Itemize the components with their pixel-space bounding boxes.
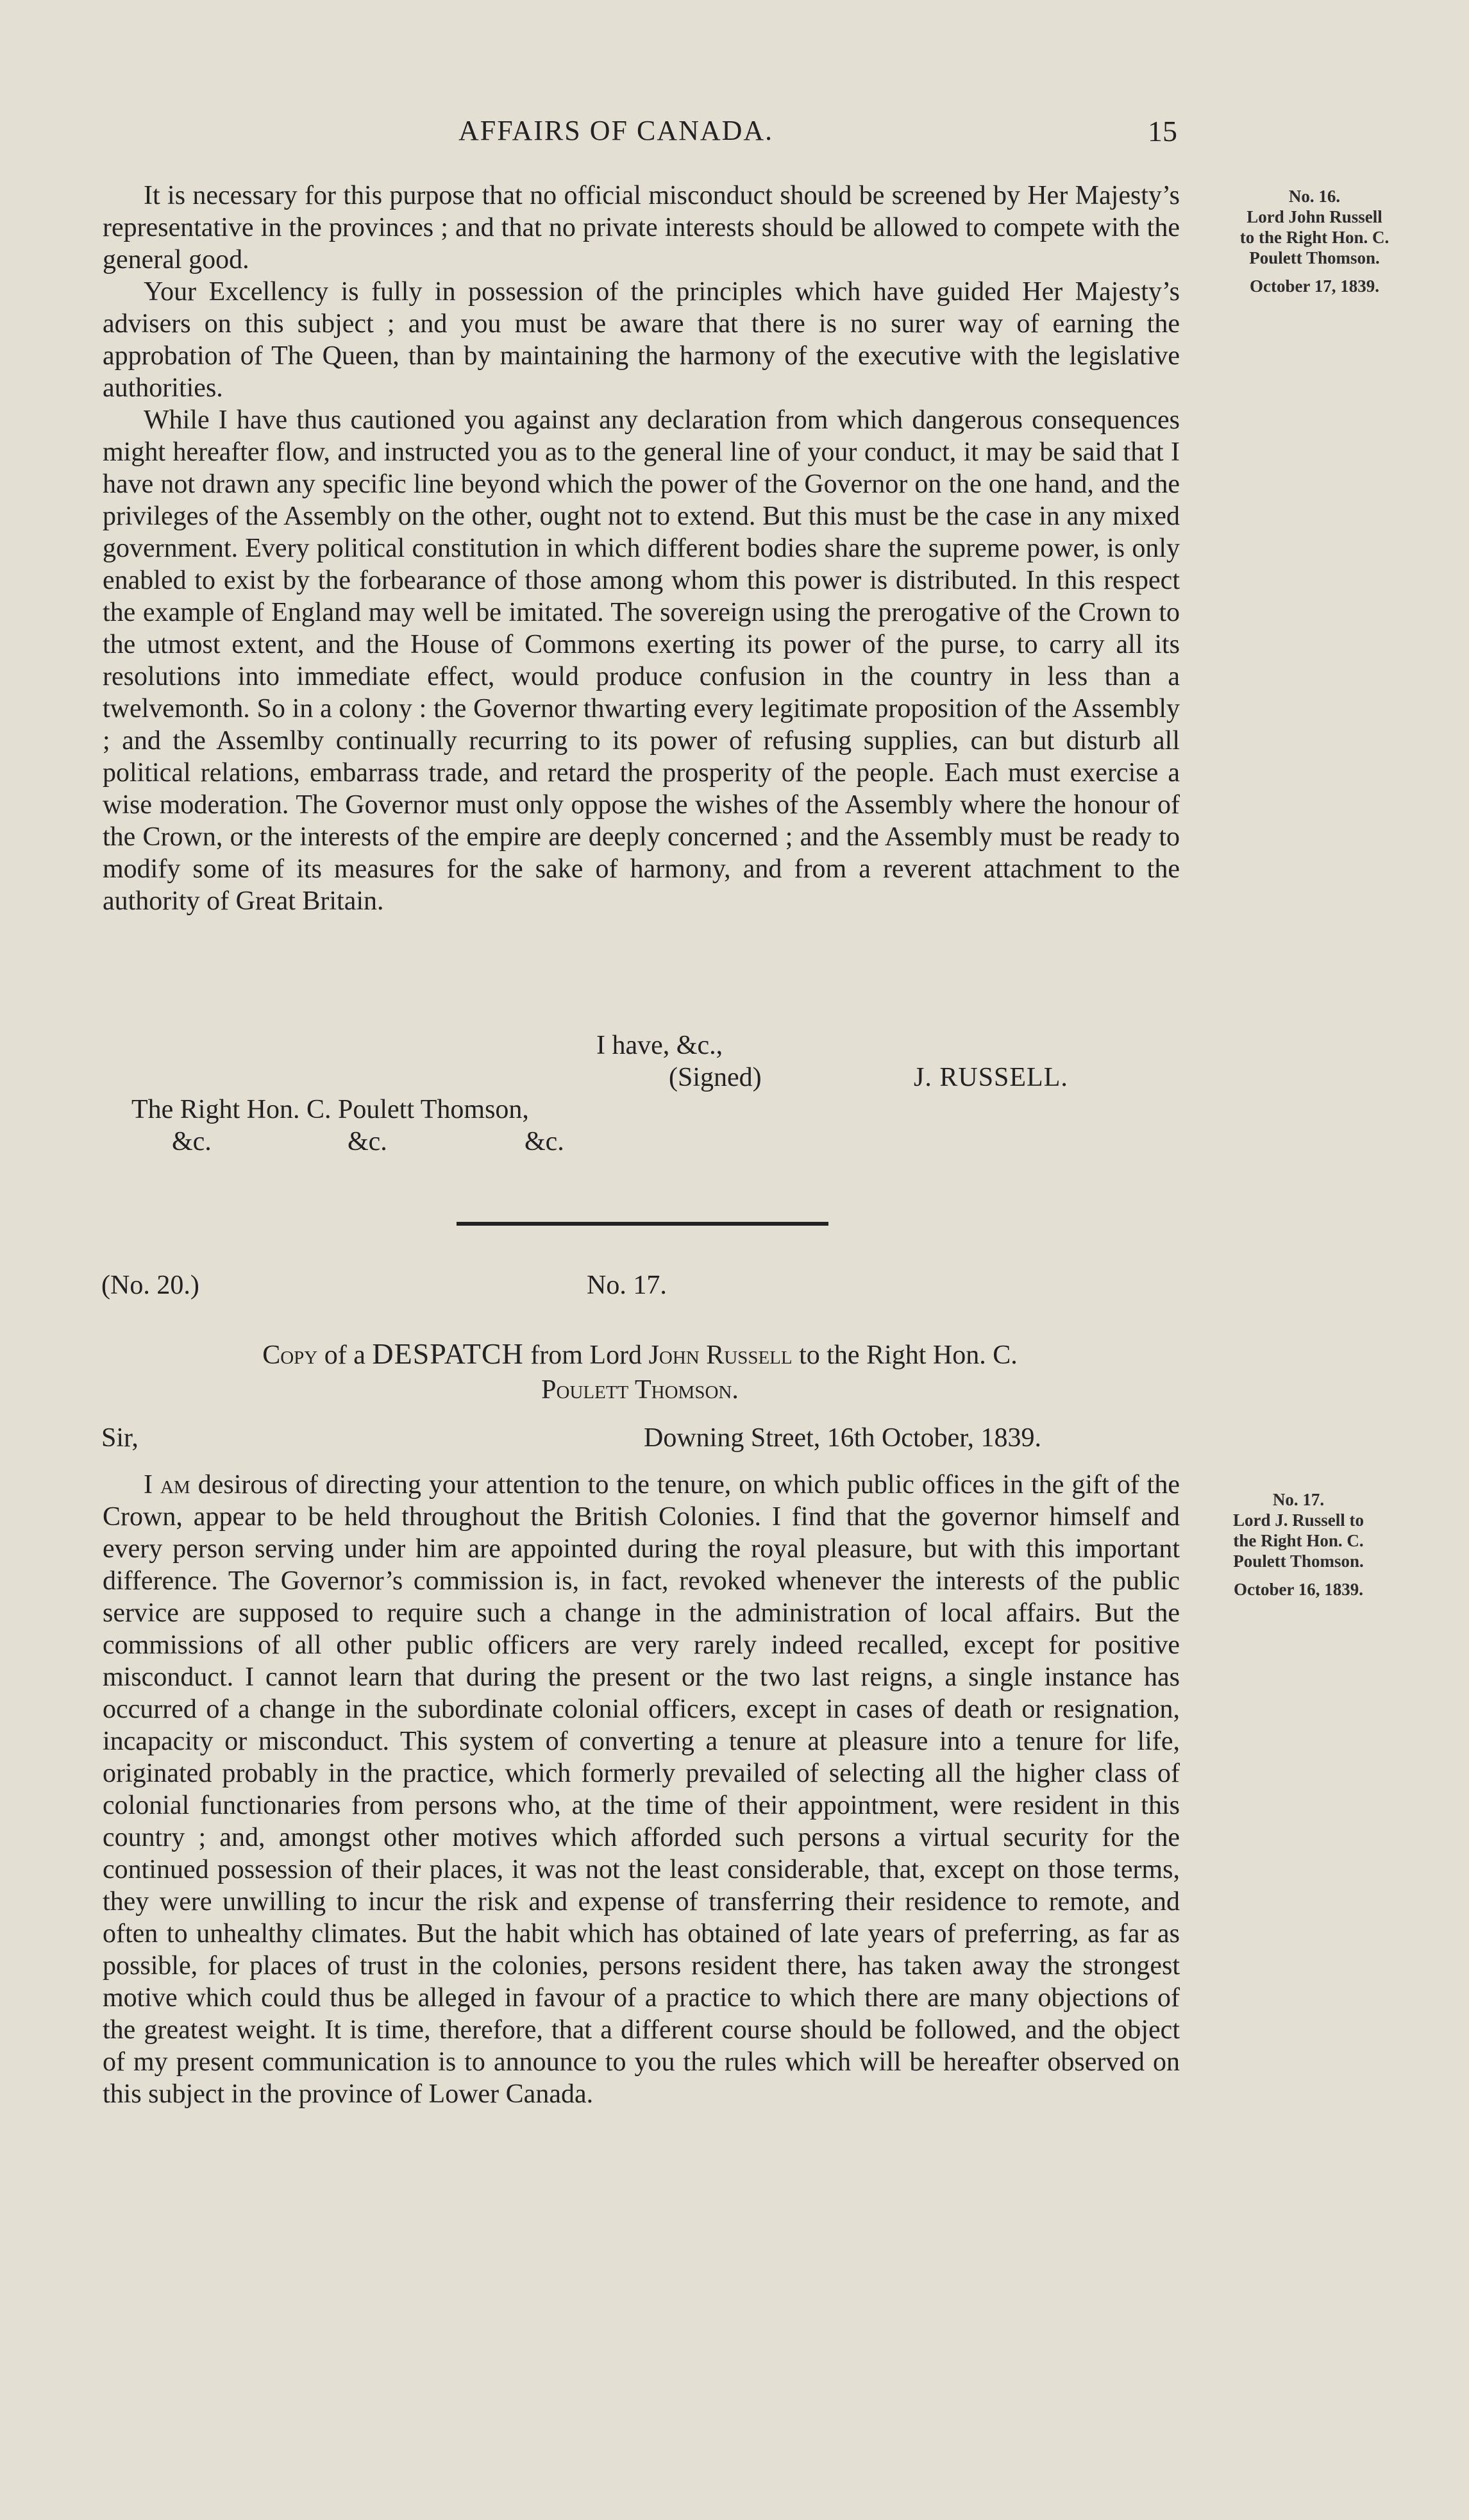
caption-despatch: DESPATCH <box>372 1337 524 1370</box>
margin-note-no16 <box>1218 186 1411 296</box>
despatch-number: No. 17. <box>587 1271 667 1300</box>
etc-2: &c. <box>348 1127 387 1156</box>
margin-note-no17 <box>1202 1489 1395 1600</box>
closing-line: I have, &c., <box>596 1031 723 1060</box>
despatch-17-body <box>103 1469 1180 2110</box>
margin-note-line: No. 17. <box>1272 1490 1325 1509</box>
margin-note-line: to the Right Hon. C. <box>1239 228 1389 247</box>
paragraph: It is necessary for this purpose that no official misconduct should be screened by Her Majesty’s representative in the provinces ; and that no private interests should be allowed to compete with the general good. <box>103 181 1180 275</box>
paragraph: Your Excellency is fully in possession of the principles which have guided Her Majesty’s advisers on this subject ; and you must be aware that there is no surer way of earning the approbation of The Queen, than by maintaining the harmony of the executive with the legislative authorities. <box>103 277 1180 403</box>
caption-copy: Copy <box>262 1340 318 1370</box>
caption-line2: Poulett Thomson. <box>541 1375 739 1405</box>
etc-1: &c. <box>172 1127 212 1156</box>
signature: J. RUSSELL. <box>914 1063 1068 1092</box>
reference-number: (No. 20.) <box>101 1271 199 1300</box>
margin-note-line: Lord John Russell <box>1247 207 1382 226</box>
margin-note-line: Lord J. Russell to <box>1232 1510 1364 1530</box>
signed-label: (Signed) <box>669 1063 762 1092</box>
salutation: Sir, <box>101 1423 139 1453</box>
opening-word: I am <box>144 1470 190 1500</box>
margin-note-line: Poulett Thomson. <box>1233 1552 1364 1571</box>
paragraph-text: desirous of directing your attention to the tenure, on which public offices in the gift of the Crown, appear to be held throughout the British Colonies. I find that the governor himself and every person serving under him are appointed during the royal pleasure, but with this important difference. The Governor’s commission is, in fact, revoked whenever the interests of the public service are supposed to require such a change in the administration of local affairs. But the commissions of all other public officers are very rarely indeed recalled, except for positive misconduct. I cannot learn that during the present or the two last reigns, a single instance has occurred of a change in the subordinate colonial officers, except in cases of death or resignation, incapacity or misconduct. This system of converting a tenure at pleasure into a tenure for life, originated probably in the practice, which formerly prevailed of selecting all the higher class of colonial functionaries from persons who, at the time of their appointment, were resident in this country ; and, amongst other motives which afforded such persons a virtual security for the continued possession of their places, it was not the least considerable, that, except on those terms, they were unwilling to incur the risk and expense of transferring their residence to remote, and often to unhealthy climates. But the habit which has obtained of late years of preferring, as far as possible, for places of trust in the colonies, persons resident there, has taken away the strongest motive which could thus be alleged in favour of a practice to which there are many objections of the greatest weight. It is time, therefore, that a different course should be followed, and the object of my present communication is to announce to you the rules which will be hereafter observed on this subject in the province of Lower Canada. <box>103 1470 1180 2109</box>
caption-name: John Russell <box>648 1340 793 1370</box>
paragraph: While I have thus cautioned you against any declaration from which dangerous consequences might hereafter flow, and instructed you as to the general line of your conduct, it may be said that I have not drawn any specific line beyond which the power of the Governor on the one hand, and the privileges of the Assembly on the other, ought not to extend. But this must be the case in any mixed government. Every political constitution in which different bodies share the supreme power, is only enabled to exist by the forbearance of those among whom this power is distributed. In this respect the example of England may well be imitated. The sovereign using the prerogative of the Crown to the utmost extent, and the House of Commons exerting its power of the purse, to carry all its resolutions into immediate effect, would produce confusion in the country in less than a twelvemonth. So in a colony : the Governor thwarting every legitimate proposition of the Assembly ; and the Assemlby continually recurring to its power of refusing supplies, can but disturb all political relations, embarrass trade, and retard the prosperity of the people. Each must exercise a wise moderation. The Governor must only oppose the wishes of the Assembly where the honour of the Crown, or the interests of the empire are deeply concerned ; and the Assembly must be ready to modify some of its measures for the sake of harmony, and from a reverent attachment to the authority of Great Britain. <box>103 405 1180 916</box>
running-header: AFFAIRS OF CANADA. <box>458 115 774 146</box>
page-number: 15 <box>1148 115 1177 148</box>
margin-note-line: October 17, 1839. <box>1250 276 1379 296</box>
etc-3: &c. <box>525 1127 564 1156</box>
margin-note-line: No. 16. <box>1288 187 1341 206</box>
caption-to: to the Right Hon. C. <box>799 1340 1018 1370</box>
despatch-16-body <box>103 180 1180 917</box>
dateline: Downing Street, 16th October, 1839. <box>644 1423 1042 1453</box>
margin-note-line: Poulett Thomson. <box>1249 248 1380 267</box>
section-divider <box>457 1222 828 1226</box>
caption-from: from Lord <box>530 1340 642 1370</box>
margin-note-line: the Right Hon. C. <box>1233 1531 1364 1550</box>
margin-note-line: October 16, 1839. <box>1234 1580 1363 1599</box>
despatch-caption <box>101 1337 1179 1407</box>
addressee: The Right Hon. C. Poulett Thomson, <box>131 1095 529 1124</box>
paragraph <box>103 1469 1180 2110</box>
caption-of-a: of a <box>324 1340 365 1370</box>
